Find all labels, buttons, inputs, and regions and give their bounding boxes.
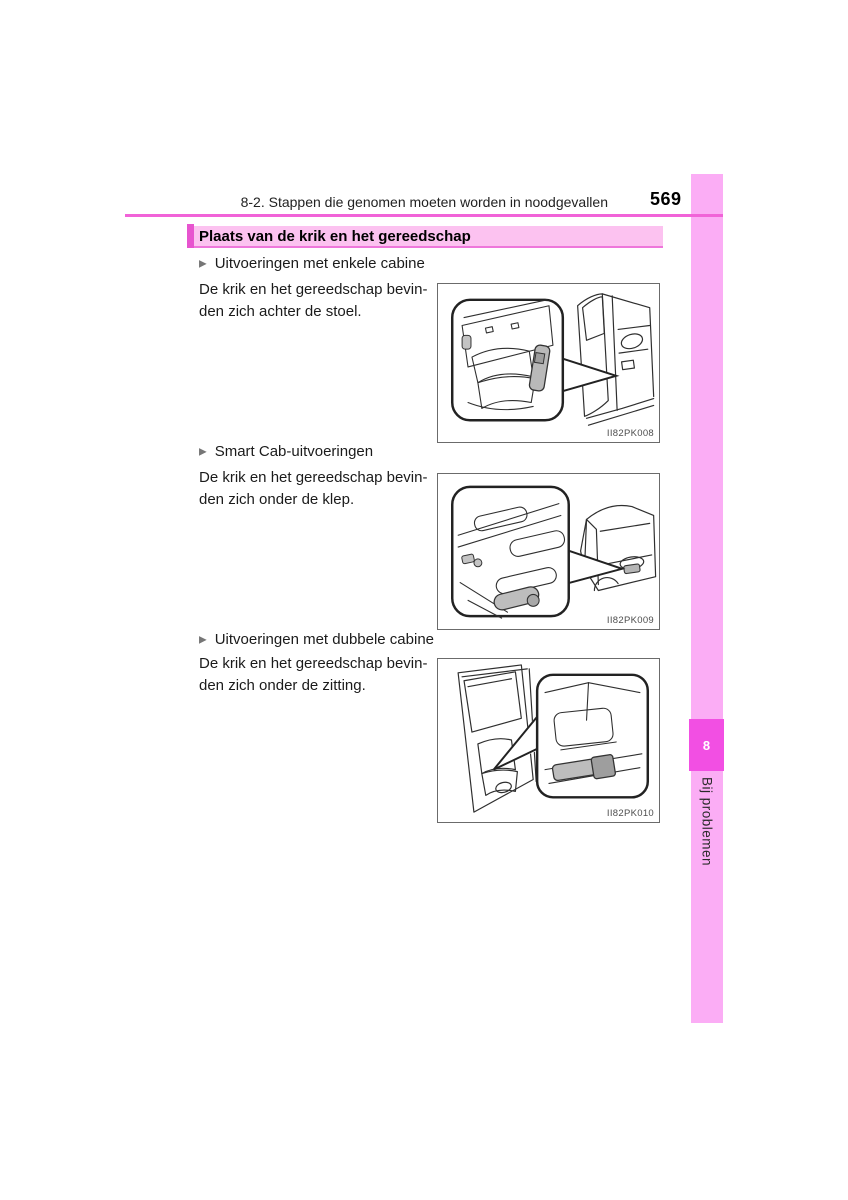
- title-accent-bar: [187, 224, 194, 248]
- body-text-smart-cab: [199, 467, 449, 511]
- triangle-bullet-icon: ▶: [199, 258, 207, 269]
- body-text-double-cab: [199, 653, 449, 697]
- body-text-single-cab: [199, 279, 449, 323]
- figure-code: II82PK010: [606, 808, 654, 819]
- figure-code: II82PK009: [606, 615, 654, 626]
- section-title: Plaats van de krik en het gereedschap: [199, 227, 471, 245]
- figure-single-cab: [437, 283, 660, 443]
- chapter-number: 8: [702, 737, 711, 753]
- variant-label-double-cab: [199, 631, 434, 648]
- variant-label-smart-cab: [199, 443, 373, 460]
- variant-label-single-cab: [199, 255, 425, 272]
- figure-code: II82PK008: [606, 428, 654, 439]
- chapter-label: Bij problemen: [699, 777, 715, 867]
- triangle-bullet-icon: ▶: [199, 634, 207, 645]
- body-line: den zich achter de stoel.: [199, 303, 362, 320]
- body-line: De krik en het gereedschap bevin-: [199, 655, 428, 672]
- figure-double-cab: [437, 658, 660, 823]
- body-line: De krik en het gereedschap bevin-: [199, 469, 428, 486]
- double-cab-illustration-image: [438, 659, 659, 822]
- variant-label-text: Uitvoeringen met enkele cabine: [214, 255, 425, 272]
- body-line: den zich onder de zitting.: [199, 677, 366, 694]
- header-rule: [125, 214, 723, 217]
- body-line: De krik en het gereedschap bevin-: [199, 281, 428, 298]
- page-number: 569: [650, 189, 682, 209]
- variant-label-text: Smart Cab-uitvoeringen: [214, 443, 374, 460]
- chapter-number-badge: [689, 719, 724, 771]
- smart-cab-illustration-image: [438, 474, 659, 629]
- body-line: den zich onder de klep.: [199, 491, 355, 508]
- section-title-bar: [187, 226, 663, 248]
- figure-smart-cab: [437, 473, 660, 630]
- breadcrumb: 8-2. Stappen die genomen moeten worden in noodgevallen: [240, 194, 608, 210]
- variant-label-text: Uitvoeringen met dubbele cabine: [214, 631, 435, 648]
- triangle-bullet-icon: ▶: [199, 446, 207, 457]
- single-cab-illustration-image: [438, 284, 659, 442]
